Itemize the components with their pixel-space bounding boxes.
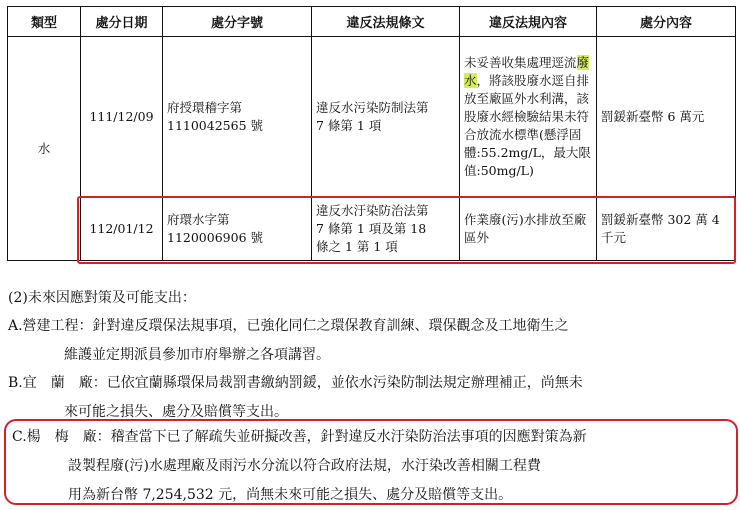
header-penalty: 處分內容: [597, 7, 736, 37]
law-line: 違反水汙染防治法第: [316, 202, 429, 218]
table-header-row: [8, 7, 736, 37]
law-line: 7 條第 1 項: [316, 117, 382, 133]
content-text: ，將該股廢水逕自排放至廠區外水利溝，該股廢水經檢驗結果未符合放流水標準(懸浮固體:55.2mg/L，最大限值:50mg/L): [464, 72, 591, 178]
paragraph-c: [4, 423, 735, 510]
penalty-cell: [597, 197, 736, 261]
paragraph-b-line: [8, 369, 734, 398]
type-cell: 水: [8, 37, 81, 261]
paragraph-b-line: 來可能之損失、處分及賠償等支出。: [64, 404, 288, 420]
penalty-cell: 罰鍰新臺幣 6 萬元: [597, 37, 736, 197]
paragraph-c-text: 稽查當下已了解疏失並研擬改善，針對違反水汙染防治法事項的因應對策為新: [110, 429, 587, 445]
paragraph-b: [8, 369, 734, 427]
case-no-cell: [163, 197, 312, 261]
date-cell: 111/12/09: [81, 37, 163, 197]
paragraph-c-line: 用為新台幣 7,254,532 元，尚無未來可能之損失、處分及賠償等支出。: [68, 487, 513, 503]
paragraph-a-label: A.營建工程：: [8, 318, 93, 334]
law-cell: [312, 197, 460, 261]
header-violation-content: 違反法規內容: [460, 7, 597, 37]
date-cell: 112/01/12: [81, 197, 163, 261]
law-cell: [312, 37, 460, 197]
paragraph-b-text: 已依宜蘭縣環保局裁罰書繳納罰鍰，並依水污染防制法規定辦理補正，尚無未: [106, 375, 583, 391]
penalty-line: 千元: [601, 229, 627, 245]
paragraph-c-line: 設製程廢(污)水處理廠及雨污水分流以符合政府法規，水汙染改善相關工程費: [68, 458, 541, 474]
paragraph-c-label: C.楊 梅 廠：: [12, 429, 111, 445]
paragraph-a-text: 針對違反環保法規事項，已強化同仁之環保教育訓練、環保觀念及工地衛生之: [92, 318, 569, 334]
law-line: 違反水污染防制法第: [316, 99, 429, 115]
case-no-line: 1120006906 號: [167, 229, 264, 245]
header-law-article: 違反法規條文: [312, 7, 460, 37]
table-row: [8, 37, 736, 197]
paragraph-b-label: B.宜 蘭 廠：: [8, 375, 107, 391]
case-no-line: 府環水字第: [167, 211, 230, 227]
header-date: 處分日期: [81, 7, 163, 37]
penalty-line: 罰鍰新臺幣 302 萬 4: [601, 211, 720, 227]
law-line: 條之 1 第 1 項: [316, 238, 398, 254]
violation-content-cell: [460, 37, 597, 197]
case-no-line: 1110042565 號: [167, 117, 264, 133]
violation-content-cell: 作業廢(污)水排放至廠區外: [460, 197, 597, 261]
case-no-line: 府授環稽字第: [167, 99, 243, 115]
highlighted-text: 廢水: [464, 54, 590, 88]
paragraph-a: [8, 312, 734, 370]
header-type: 類型: [8, 7, 81, 37]
penalty-table: [7, 6, 736, 261]
content-text: 未妥善收集處理逕流: [464, 54, 577, 70]
table-row: [8, 197, 736, 261]
paragraph-c-line: [12, 423, 735, 452]
header-case-no: 處分字號: [163, 7, 312, 37]
law-line: 7 條第 1 項及第 18: [316, 220, 427, 236]
case-no-cell: [163, 37, 312, 197]
paragraph-a-line: 維護並定期派員參加市府舉辦之各項講習。: [64, 347, 330, 363]
paragraph-a-line: [8, 312, 734, 341]
section-heading: (2)未來因應對策及可能支出：: [8, 290, 196, 306]
